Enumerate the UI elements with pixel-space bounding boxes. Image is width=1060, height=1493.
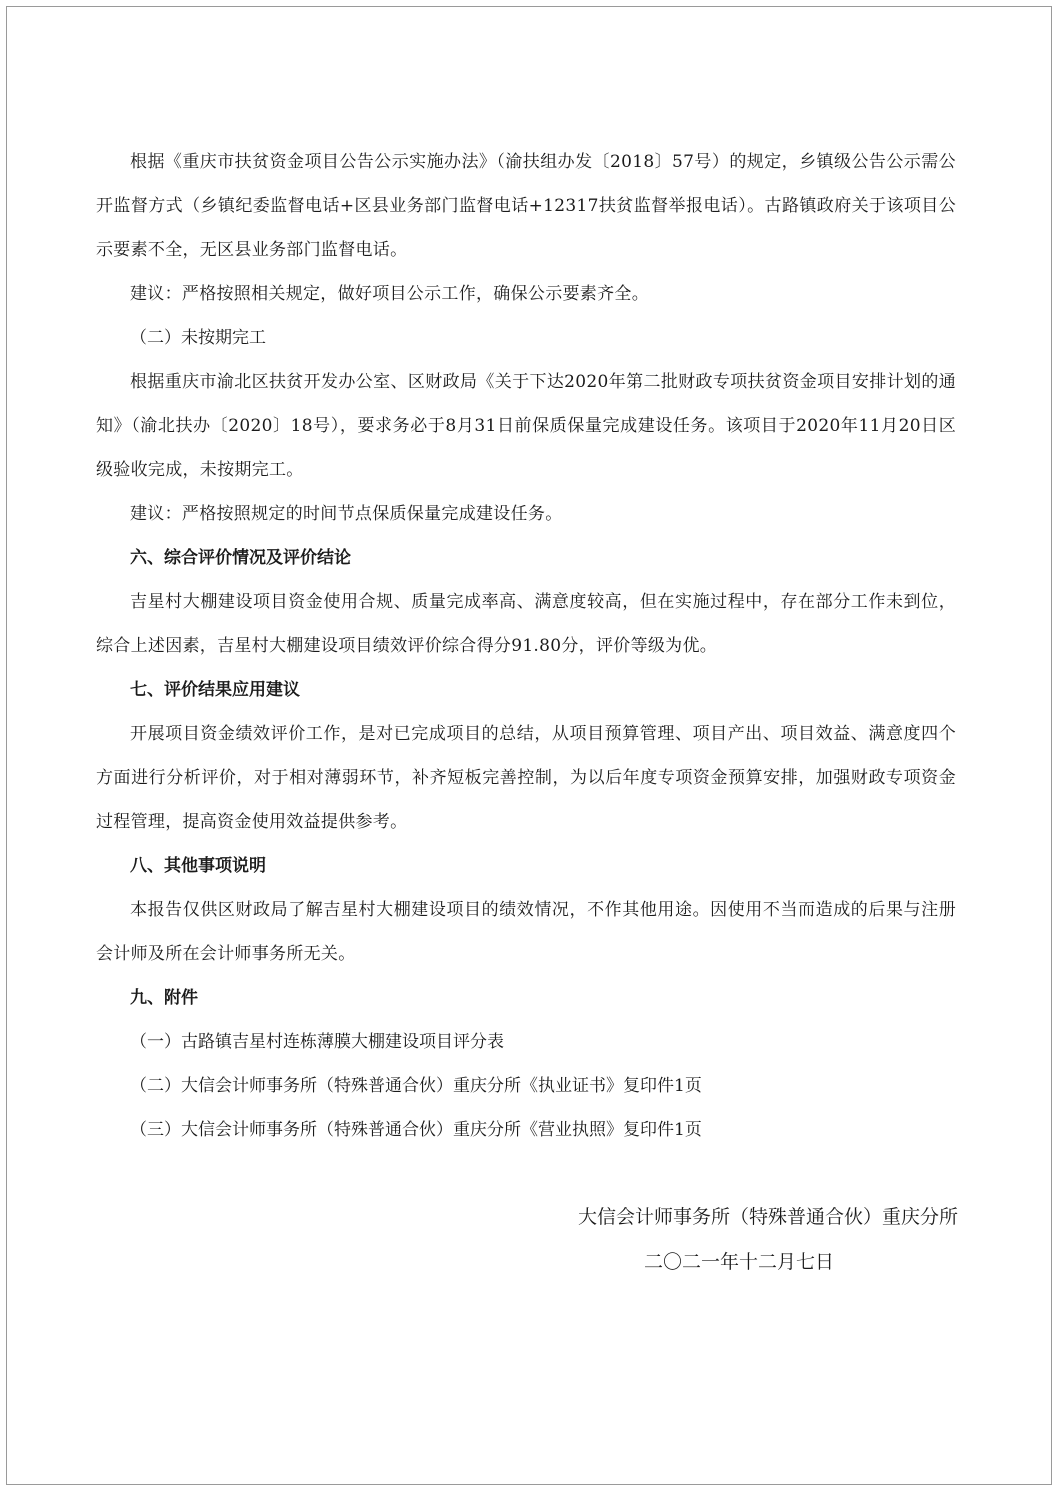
paragraph-publicity-suggestion: 建议：严格按照相关规定，做好项目公示工作，确保公示要素齐全。 — [130, 284, 649, 304]
paragraph-evaluation-conclusion: 吉星村大棚建设项目资金使用合规、质量完成率高、满意度较高，但在实施过程中，存在部分工作未到位，综合上述因素，吉星村大棚建设项目绩效评价综合得分91.80分，评价等级为优。 — [96, 592, 956, 656]
attachment-item: （三）大信会计师事务所（特殊普通合伙）重庆分所《营业执照》复印件1页 — [130, 1120, 702, 1140]
section-heading-attachments: 九、附件 — [130, 988, 198, 1008]
paragraph-schedule-rule: 根据重庆市渝北区扶贫开发办公室、区财政局《关于下达2020年第二批财政专项扶贫资金项目安排计划的通知》（渝北扶办〔2020〕18号），要求务必于8月31日前保质保量完成建设任务。该项目于2020年11月20日区级验收完成，未按期完工。 — [96, 372, 956, 480]
section-heading-other-matters: 八、其他事项说明 — [130, 856, 266, 876]
attachment-item: （一）古路镇吉星村连栋薄膜大棚建设项目评分表 — [130, 1032, 504, 1052]
section-heading-evaluation-conclusion: 六、综合评价情况及评价结论 — [130, 548, 351, 568]
document-body — [96, 140, 956, 1152]
paragraph-application-suggestion: 开展项目资金绩效评价工作，是对已完成项目的总结，从项目预算管理、项目产出、项目效益、满意度四个方面进行分析评价，对于相对薄弱环节，补齐短板完善控制，为以后年度专项资金预算安排，加强财政专项资金过程管理，提高资金使用效益提供参考。 — [96, 724, 956, 832]
attachment-item: （二）大信会计师事务所（特殊普通合伙）重庆分所《执业证书》复印件1页 — [130, 1076, 702, 1096]
paragraph-publicity-rule: 根据《重庆市扶贫资金项目公告公示实施办法》（渝扶组办发〔2018〕57号）的规定，乡镇级公告公示需公开监督方式（乡镇纪委监督电话+区县业务部门监督电话+12317扶贫监督举报电话）。古路镇政府关于该项目公示要素不全，无区县业务部门监督电话。 — [96, 152, 956, 260]
signature-date: 二〇二一年十二月七日 — [643, 1251, 834, 1273]
section-heading-application-suggestion: 七、评价结果应用建议 — [130, 680, 300, 700]
subheading-not-on-schedule: （二）未按期完工 — [130, 328, 266, 348]
paragraph-other-matters: 本报告仅供区财政局了解吉星村大棚建设项目的绩效情况，不作其他用途。因使用不当而造成的后果与注册会计师及所在会计师事务所无关。 — [96, 900, 956, 964]
paragraph-schedule-suggestion: 建议：严格按照规定的时间节点保质保量完成建设任务。 — [130, 504, 563, 524]
signature-organization: 大信会计师事务所（特殊普通合伙）重庆分所 — [577, 1206, 958, 1228]
